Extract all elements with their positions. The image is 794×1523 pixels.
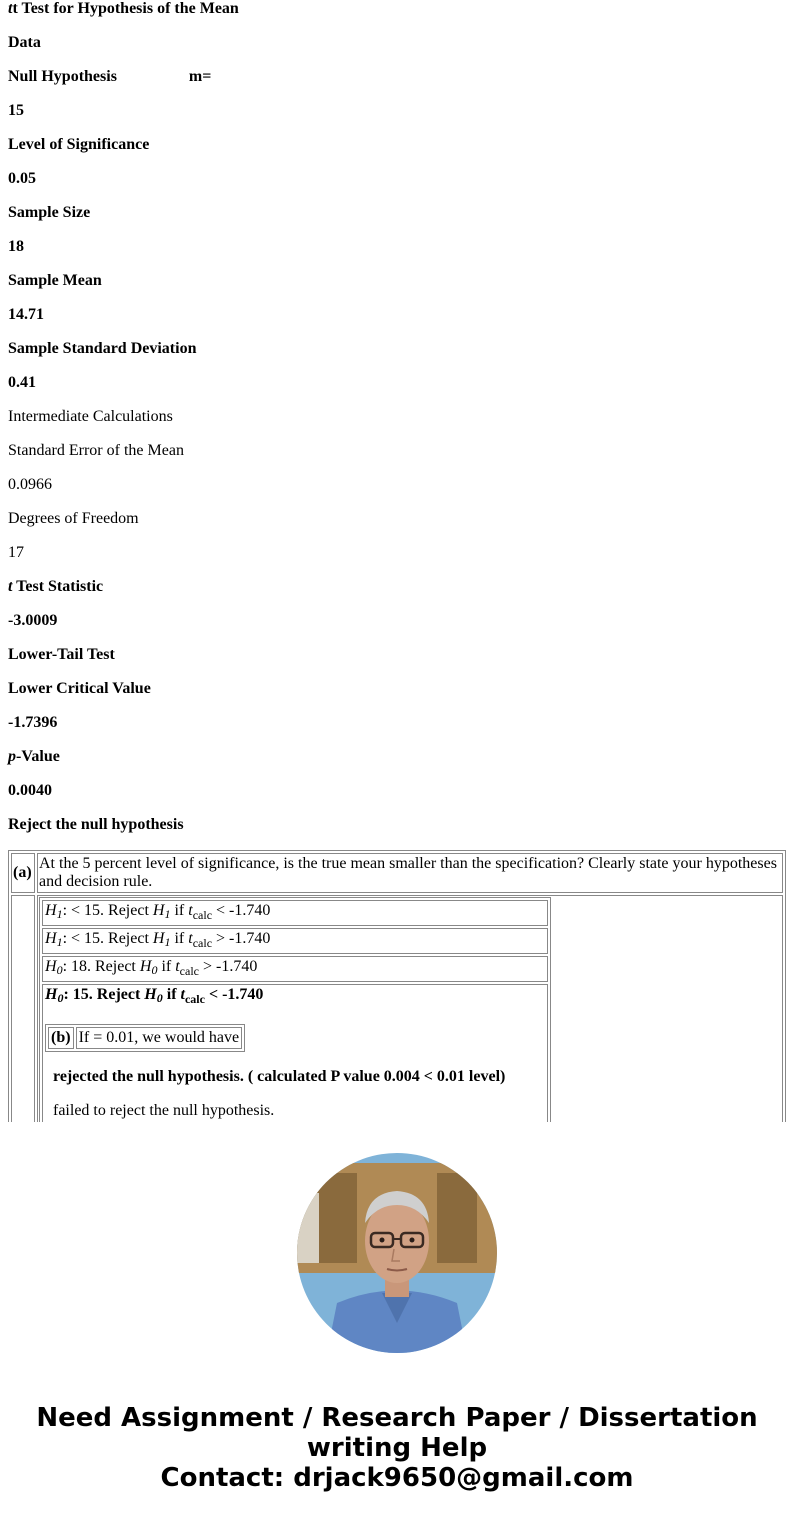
option-row[interactable] — [42, 956, 548, 982]
p-value-label-text: -Value — [16, 748, 60, 765]
alpha-label: Level of Significance — [8, 136, 150, 153]
option-1-h-sub: 1 — [56, 907, 63, 921]
t-stat-label-text: Test Statistic — [16, 578, 104, 595]
option-3-h2-sub: 0 — [151, 963, 158, 977]
question-b-text: If = 0.01, we would have — [76, 1027, 243, 1049]
option-2-tail: > -1.740 — [212, 930, 271, 947]
question-a-row — [11, 853, 783, 893]
sample-size-label: Sample Size — [8, 204, 91, 221]
option-4-selected[interactable] — [42, 984, 548, 1122]
option-2-h: H — [45, 930, 57, 947]
option-1-body: : < 15. Reject — [62, 902, 153, 919]
footer-contact — [0, 1403, 794, 1493]
question-a-spacer — [11, 895, 35, 1122]
avatar-portrait — [297, 1153, 497, 1353]
p-value-label: p-Value — [8, 748, 60, 765]
data-heading: Data — [8, 34, 41, 51]
option-1-h: H — [45, 902, 57, 919]
option-2[interactable] — [42, 928, 548, 954]
option-1-t-sub: calc — [192, 908, 213, 922]
null-hypothesis-row — [8, 68, 794, 86]
option-1-t: t — [188, 902, 193, 919]
df-value: 17 — [8, 544, 24, 561]
option-3-body: : 18. Reject — [62, 958, 140, 975]
question-b-table — [45, 1024, 245, 1052]
option-3-mid: if — [157, 958, 176, 975]
option-2-t-sub: calc — [192, 936, 213, 950]
question-a-label: (a) — [11, 853, 35, 893]
option-4-h2-sub: 0 — [156, 991, 163, 1005]
option-2-h2: H — [152, 930, 165, 947]
mu-label: m= — [188, 68, 212, 85]
option-1-mid: if — [170, 902, 189, 919]
option-4-mid: if — [162, 986, 181, 1003]
critical-value: -1.7396 — [8, 714, 58, 731]
alpha-value: 0.05 — [8, 170, 36, 187]
option-2-h2-sub: 1 — [164, 935, 171, 949]
sample-sd-label: Sample Standard Deviation — [8, 340, 197, 357]
option-4-h2: H — [144, 986, 157, 1003]
footer-line-2: writing Help — [306, 1433, 488, 1463]
p-value: 0.0040 — [8, 782, 52, 799]
question-a-options-row — [11, 895, 783, 1122]
option-3-h-sub: 0 — [56, 963, 63, 977]
option-3-tail: > -1.740 — [198, 958, 258, 975]
option-4-body: : 15. Reject — [63, 986, 145, 1003]
option-1-h2: H — [152, 902, 165, 919]
sample-sd-value: 0.41 — [8, 374, 36, 391]
tail-label: Lower-Tail Test — [8, 646, 115, 663]
doc-title: tt Test for Hypothesis of the Mean — [8, 0, 239, 17]
option-2-body: : < 15. Reject — [62, 930, 153, 947]
sample-mean-value: 14.71 — [8, 306, 44, 323]
option-4-h: H — [45, 986, 58, 1003]
option-row[interactable] — [42, 984, 548, 1122]
t-stat-label: t Test Statistic — [8, 578, 104, 595]
option-2-mid: if — [170, 930, 189, 947]
option-2-h-sub: 1 — [56, 935, 63, 949]
footer-line-3: Contact: drjack9650@gmail.com — [160, 1463, 634, 1493]
option-4-h-sub: 0 — [57, 991, 64, 1005]
intermediate-heading: Intermediate Calculations — [8, 408, 173, 425]
sample-size-value: 18 — [8, 238, 24, 255]
question-b-label: (b) — [48, 1027, 74, 1049]
option-1-tail: < -1.740 — [212, 902, 271, 919]
question-a-options-cell — [37, 895, 783, 1122]
option-4-t: t — [180, 986, 185, 1003]
doc-title-text: t Test for Hypothesis of the Mean — [12, 0, 239, 17]
decision-text: Reject the null hypothesis — [8, 816, 184, 833]
t-stat-value: -3.0009 — [8, 612, 58, 629]
mu-value: 15 — [8, 102, 24, 119]
option-row[interactable] — [42, 928, 548, 954]
null-hypothesis-label: Null Hypothesis — [8, 68, 117, 85]
answer-options-table — [39, 897, 551, 1122]
option-1-h2-sub: 1 — [164, 907, 171, 921]
question-a-text: At the 5 percent level of significance, is the true mean smaller than the specification? Clearly state your hypotheses and decision rule. — [37, 853, 783, 893]
critical-value-label: Lower Critical Value — [8, 680, 151, 697]
option-1[interactable] — [42, 900, 548, 926]
option-3-t-sub: calc — [179, 964, 199, 978]
option-4-tail: < -1.740 — [204, 986, 264, 1003]
question-table — [8, 850, 786, 1122]
question-b-answer-correct[interactable]: rejected the null hypothesis. ( calculated P value 0.004 < 0.01 level) — [53, 1068, 506, 1085]
option-3-t: t — [175, 958, 180, 975]
question-b-answer-other[interactable]: failed to reject the null hypothesis. — [53, 1102, 275, 1119]
author-avatar — [297, 1153, 497, 1353]
option-2-t: t — [188, 930, 193, 947]
option-3[interactable] — [42, 956, 548, 982]
footer-line-1: Need Assignment / Research Paper / Dissertation — [36, 1403, 758, 1433]
df-label: Degrees of Freedom — [8, 510, 139, 527]
option-3-h2: H — [139, 958, 152, 975]
option-4-t-sub: calc — [184, 992, 205, 1006]
se-label: Standard Error of the Mean — [8, 442, 184, 459]
option-3-h: H — [45, 958, 57, 975]
option-row[interactable] — [42, 900, 548, 926]
se-value: 0.0966 — [8, 476, 52, 493]
sample-mean-label: Sample Mean — [8, 272, 102, 289]
